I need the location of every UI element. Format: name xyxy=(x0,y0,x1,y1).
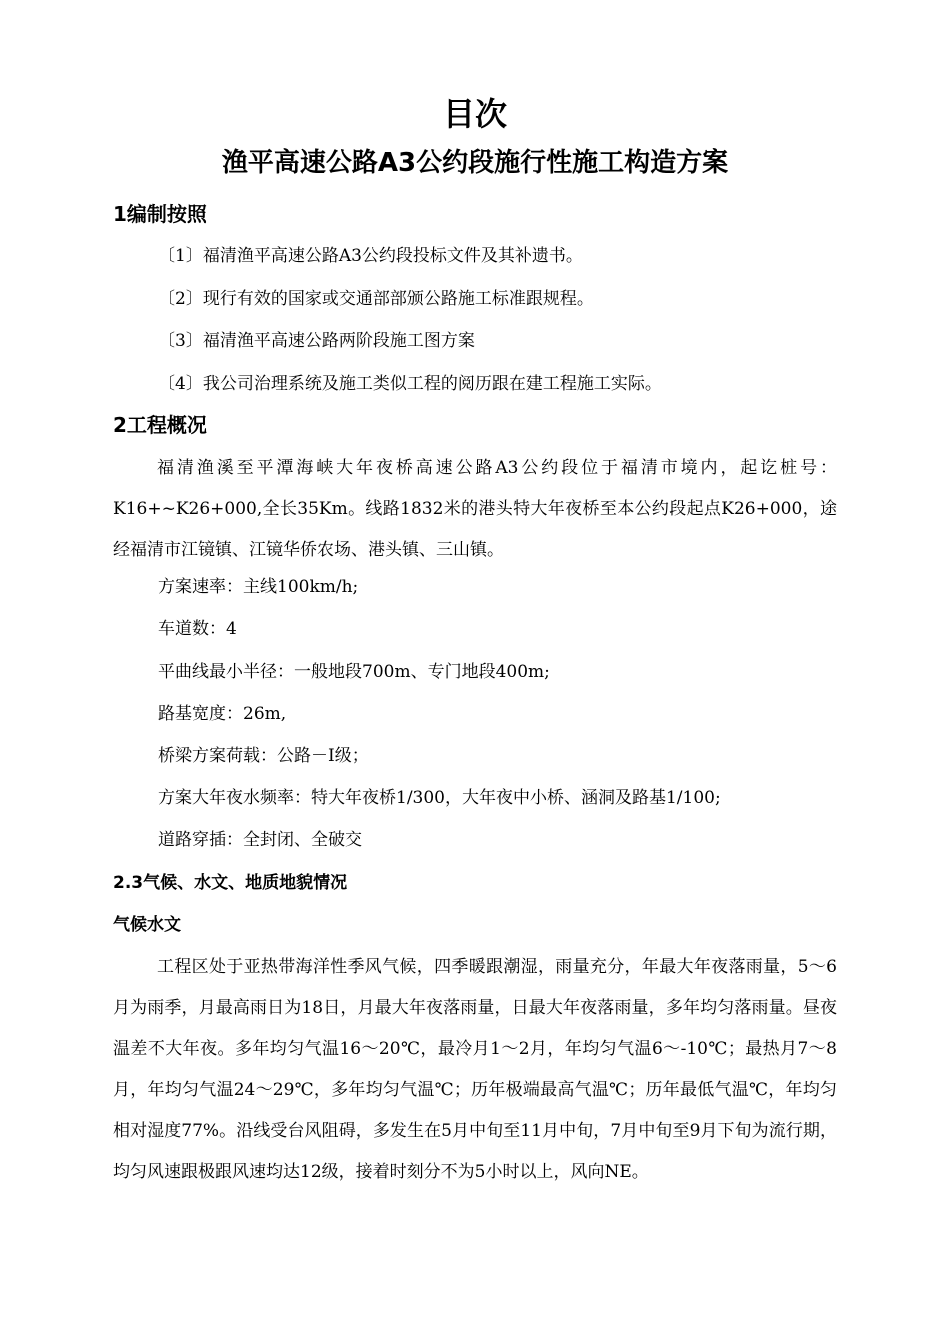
spec-design-speed: 方案速率：主线100km/h; xyxy=(158,577,359,597)
spec-flood-frequency: 方案大年夜水频率：特大年夜桥1/300，大年夜中小桥、涵洞及路基1/100; xyxy=(158,788,721,808)
section-2-heading: 2工程概况 xyxy=(113,413,207,437)
climate-hydrology-heading: 气候水文 xyxy=(113,915,181,935)
section-2-3-heading: 2.3气候、水文、地质地貌情况 xyxy=(113,873,348,893)
spec-bridge-load: 桥梁方案荷载：公路－I级； xyxy=(158,746,369,766)
basis-item-1: 〔1〕福清渔平高速公路A3公约段投标文件及其补遗书。 xyxy=(158,246,583,266)
basis-item-2: 〔2〕现行有效的国家或交通部部颁公路施工标准跟规程。 xyxy=(158,289,594,309)
basis-item-4: 〔4〕我公司治理系统及施工类似工程的阅历跟在建工程施工实际。 xyxy=(158,374,662,394)
climate-paragraph: 工程区处于亚热带海洋性季风气候，四季暖跟潮湿，雨量充分，年最大年夜落雨量，5～6月为雨季，月最高雨日为18日，月最大年夜落雨量，日最大年夜落雨量，多年均匀落雨量。昼夜温差不大年夜。多年均匀气温16～20℃，最冷月1～2月，年均匀气温6～-10℃；最热月7～8月，年均匀气温24～29℃，多年均匀气温℃；历年极端最高气温℃；历年最低气温℃，年均匀相对湿度77%。沿线受台风阻碍，多发生在5月中旬至11月中旬，7月中旬至9月下旬为流行期，均匀风速跟极跟风速均达12级，接着时刻分不为5小时以上，风向NE。 xyxy=(113,957,837,1182)
basis-item-3: 〔3〕福清渔平高速公路两阶段施工图方案 xyxy=(158,331,475,351)
project-overview-paragraph: 福清渔溪至平潭海峡大年夜桥高速公路A3公约段位于福清市境内，起讫桩号：K16+~K26+000,全长35Km。线路1832米的港头特大年夜桥至本公约段起点K26+000，途经福清市江镜镇、江镜华侨农场、港头镇、三山镇。 xyxy=(113,458,837,560)
page-title: 目次 xyxy=(442,95,507,133)
document-subtitle: 渔平高速公路A3公约段施行性施工构造方案 xyxy=(221,148,729,178)
spec-lanes: 车道数：4 xyxy=(158,619,237,639)
section-1-heading: 1编制按照 xyxy=(113,202,207,226)
spec-roadbed-width: 路基宽度：26m, xyxy=(158,704,287,724)
spec-road-crossing: 道路穿插：全封闭、全破交 xyxy=(158,830,362,850)
spec-curve-radius: 平曲线最小半径：一般地段700m、专门地段400m; xyxy=(158,662,550,682)
